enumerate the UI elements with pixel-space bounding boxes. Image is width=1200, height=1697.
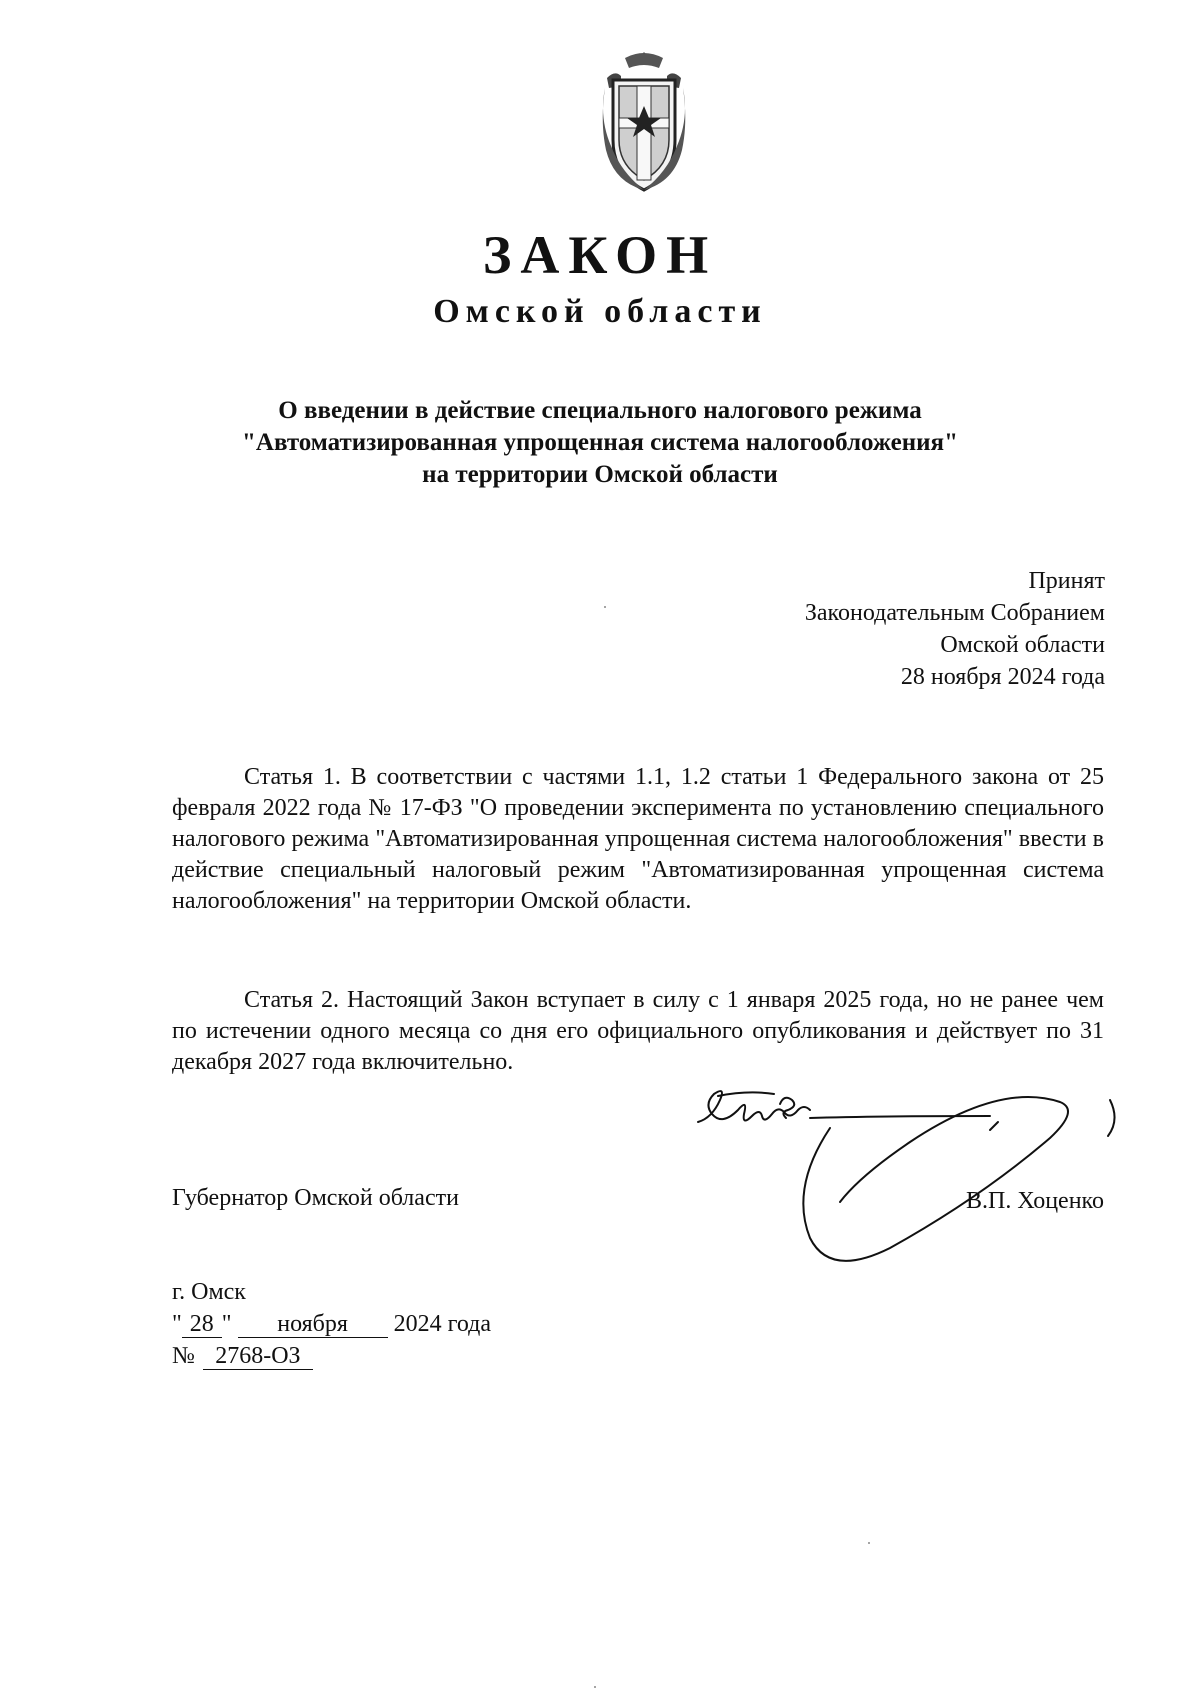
law-number-line <box>172 1341 313 1371</box>
signatory-position: Губернатор Омской области <box>172 1185 459 1211</box>
place-of-signing: г. Омск <box>172 1279 246 1305</box>
article-1: Статья 1. В соответствии с частями 1.1, 1.2 статьи 1 Федерального закона от 25 февраля 2022 года № 17-ФЗ "О проведении эксперимента по установлению специального налогового режима "Автоматизированная упрощенная система налогообложения" ввести в действие специальный налоговый режим "Автоматизированная упрощенная система налогообложения" на территории Омской области. <box>172 764 1104 914</box>
adoption-line: Законодательным Собранием <box>804 600 1105 626</box>
adoption-line: Омской области <box>940 632 1105 658</box>
document-subtitle: Омской области <box>433 293 767 330</box>
heading-line: О введении в действие специального налогового режима <box>278 397 922 424</box>
heading-line: "Автоматизированная упрощенная система налогообложения" <box>242 429 958 456</box>
law-number: 2768-ОЗ <box>203 1343 313 1370</box>
heading-line: на территории Омской области <box>422 461 778 488</box>
adoption-date: 28 ноября 2024 года <box>900 664 1105 690</box>
signatory-name: В.П. Хоценко <box>966 1188 1104 1214</box>
signing-date-line <box>172 1309 491 1339</box>
scan-speck <box>868 1542 870 1544</box>
quote-mark: " <box>172 1311 182 1337</box>
coat-of-arms-icon <box>585 48 703 196</box>
scan-speck <box>594 1686 596 1688</box>
law-heading <box>140 395 1060 491</box>
signing-month: ноября <box>238 1311 388 1338</box>
article-2: Статья 2. Настоящий Закон вступает в силу с 1 января 2025 года, но не ранее чем по истечении одного месяца со дня его официального опубликования и действует по 31 декабря 2027 года включительно. <box>172 987 1104 1075</box>
signing-year: 2024 года <box>393 1311 492 1337</box>
number-sign: № <box>172 1343 195 1369</box>
scan-speck <box>604 606 606 608</box>
adoption-block <box>805 565 1105 693</box>
adoption-line: Принят <box>1028 568 1105 594</box>
signing-day: 28 <box>182 1311 222 1338</box>
document-title: ЗАКОН <box>482 225 718 285</box>
quote-mark: " <box>221 1311 232 1337</box>
handwritten-signature <box>690 1070 1120 1300</box>
